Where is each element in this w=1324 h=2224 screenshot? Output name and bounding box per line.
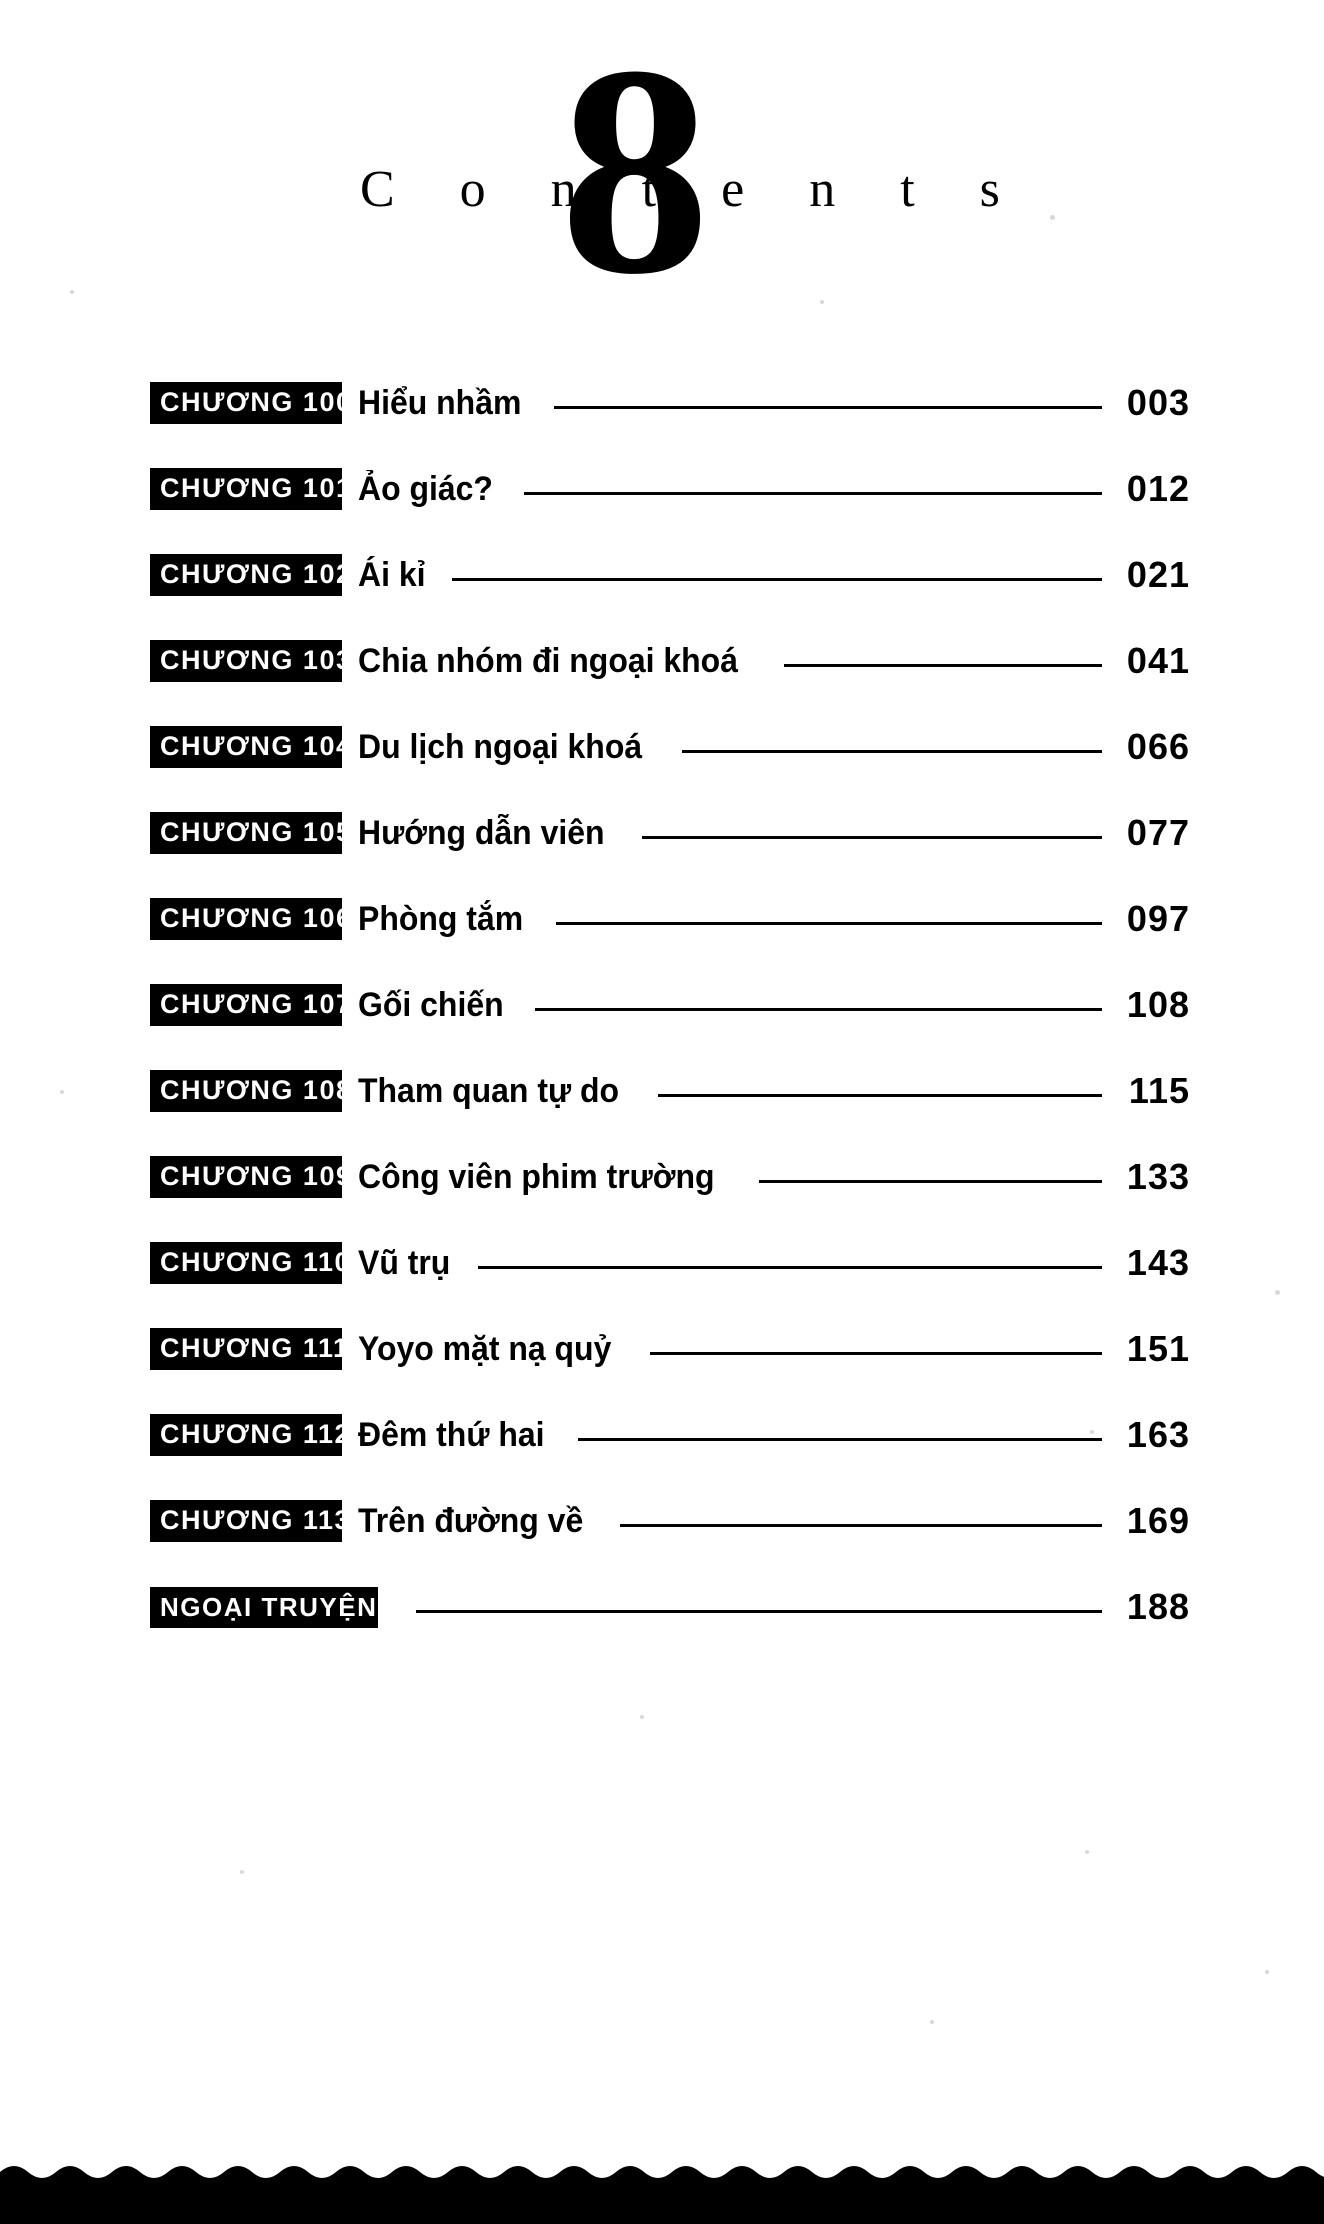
chapter-chip: CHƯƠNG 106 [150, 898, 342, 940]
toc-row[interactable] [150, 1392, 1190, 1478]
page-number: 188 [1126, 1586, 1190, 1627]
page-title: C o n t e n t s [360, 161, 1026, 218]
chapter-chip: CHƯƠNG 112 [150, 1414, 342, 1456]
toc-row[interactable] [150, 704, 1190, 790]
page-number: 066 [1126, 726, 1190, 767]
chapter-title: Gối chiến [358, 986, 504, 1024]
chapter-title: Du lịch ngoại khoá [358, 728, 643, 766]
page-number: 077 [1126, 812, 1190, 853]
leader-line [554, 406, 1102, 409]
chapter-chip: CHƯƠNG 110 [150, 1242, 342, 1284]
toc-row[interactable] [150, 532, 1190, 618]
toc-row[interactable] [150, 1220, 1190, 1306]
paper-speck [640, 1715, 644, 1719]
volume-number: 8 [560, 4, 710, 336]
paper-speck [1050, 215, 1055, 220]
paper-speck [820, 300, 824, 304]
chapter-chip: NGOẠI TRUYỆN [150, 1587, 378, 1628]
chapter-chip: CHƯƠNG 107 [150, 984, 342, 1026]
leader-line [642, 836, 1102, 839]
page-number: 115 [1128, 1070, 1190, 1111]
leader-line [524, 492, 1102, 495]
chapter-chip: CHƯƠNG 103 [150, 640, 342, 682]
chapter-title: Ái kỉ [358, 556, 426, 594]
page-number: 108 [1126, 984, 1190, 1025]
leader-line [416, 1610, 1102, 1613]
leader-line [452, 578, 1102, 581]
toc-row[interactable] [150, 1478, 1190, 1564]
chapter-title: Trên đường về [358, 1502, 584, 1540]
chapter-title: Hiểu nhầm [358, 384, 522, 422]
page-number: 003 [1126, 382, 1190, 423]
leader-line [682, 750, 1102, 753]
chapter-title: Vũ trụ [358, 1244, 451, 1282]
chapter-title: Công viên phim trường [358, 1158, 715, 1196]
toc-row[interactable] [150, 876, 1190, 962]
paper-speck [1265, 1970, 1269, 1974]
torn-paper-edge [0, 2114, 1324, 2224]
chapter-chip: CHƯƠNG 102 [150, 554, 342, 596]
leader-line [478, 1266, 1102, 1269]
toc-row[interactable] [150, 360, 1190, 446]
chapter-chip: CHƯƠNG 100 [150, 382, 342, 424]
page-number: 097 [1126, 898, 1190, 939]
chapter-title: Phòng tắm [358, 900, 524, 938]
paper-speck [930, 2020, 934, 2024]
leader-line [759, 1180, 1102, 1183]
chapter-chip: CHƯƠNG 108 [150, 1070, 342, 1112]
chapter-title: Chia nhóm đi ngoại khoá [358, 642, 738, 680]
page-number: 169 [1126, 1500, 1190, 1541]
paper-speck [1275, 1290, 1280, 1295]
chapter-chip: CHƯƠNG 113 [150, 1500, 342, 1542]
paper-speck [240, 1870, 244, 1874]
page-number: 133 [1126, 1156, 1190, 1197]
chapter-chip: CHƯƠNG 111 [150, 1328, 342, 1370]
page-number: 012 [1126, 468, 1190, 509]
leader-line [658, 1094, 1102, 1097]
leader-line [535, 1008, 1102, 1011]
page-number: 151 [1126, 1328, 1190, 1369]
leader-line [784, 664, 1102, 667]
paper-speck [70, 290, 74, 294]
chapter-title: Ảo giác? [358, 470, 493, 508]
toc-row[interactable] [150, 1564, 1190, 1650]
chapter-chip: CHƯƠNG 105 [150, 812, 342, 854]
paper-speck [1090, 1430, 1094, 1434]
leader-line [578, 1438, 1102, 1441]
page-number: 163 [1126, 1414, 1190, 1455]
chapter-chip: CHƯƠNG 101 [150, 468, 342, 510]
chapter-title: Tham quan tự do [358, 1072, 620, 1110]
table-of-contents [150, 360, 1190, 1650]
paper-speck [60, 1090, 64, 1094]
leader-line [650, 1352, 1102, 1355]
chapter-chip: CHƯƠNG 109 [150, 1156, 342, 1198]
page-header [0, 0, 1324, 336]
leader-line [556, 922, 1102, 925]
toc-row[interactable] [150, 1134, 1190, 1220]
toc-row[interactable] [150, 790, 1190, 876]
toc-row[interactable] [150, 962, 1190, 1048]
page-number: 143 [1126, 1242, 1190, 1283]
chapter-chip: CHƯƠNG 104 [150, 726, 342, 768]
toc-row[interactable] [150, 446, 1190, 532]
toc-row[interactable] [150, 618, 1190, 704]
leader-line [620, 1524, 1102, 1527]
page-number: 041 [1126, 640, 1190, 681]
page-number: 021 [1126, 554, 1190, 595]
toc-row[interactable] [150, 1048, 1190, 1134]
chapter-title: Đêm thứ hai [358, 1416, 545, 1454]
paper-speck [1085, 1850, 1089, 1854]
chapter-title: Yoyo mặt nạ quỷ [358, 1330, 612, 1368]
chapter-title: Hướng dẫn viên [358, 814, 605, 852]
toc-row[interactable] [150, 1306, 1190, 1392]
